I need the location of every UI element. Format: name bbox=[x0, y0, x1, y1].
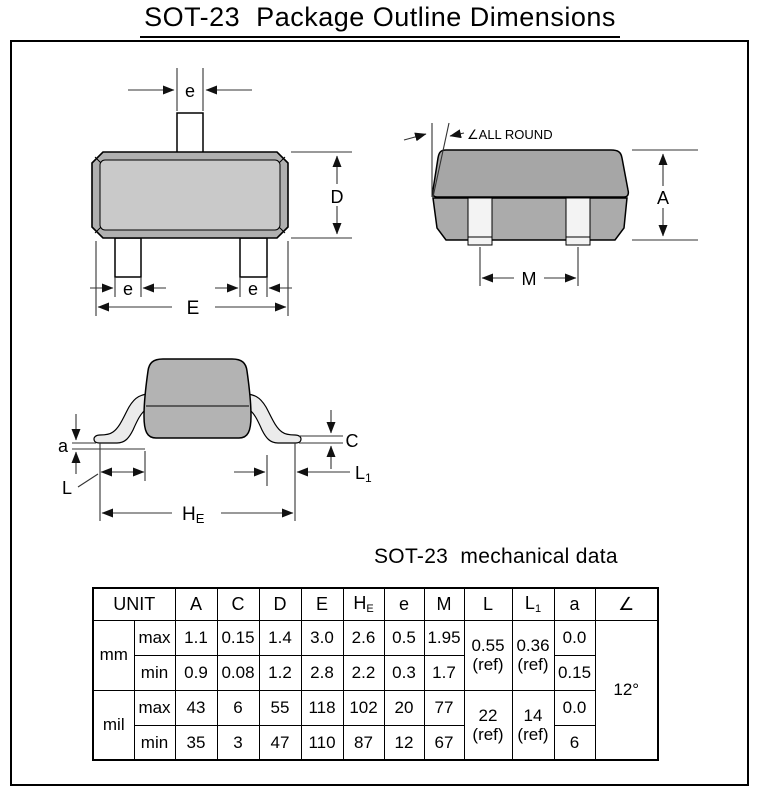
dim-A bbox=[632, 150, 698, 240]
cell: 0.0 bbox=[554, 690, 595, 725]
cell-L1-mm: 0.36 (ref) bbox=[512, 620, 554, 690]
header-a: a bbox=[554, 588, 595, 620]
dim-L1-label: L1 bbox=[355, 463, 372, 485]
header-HE: $H_E$ bbox=[343, 588, 384, 620]
header-unit: UNIT bbox=[93, 588, 175, 620]
dim-e-bottom-left bbox=[90, 277, 166, 299]
cell: 3.0 bbox=[301, 620, 343, 655]
dim-a-label: a bbox=[57, 436, 69, 456]
front-view-drawing bbox=[58, 359, 372, 526]
side-view-pin-right bbox=[566, 198, 590, 245]
leader-line bbox=[78, 474, 98, 487]
side-view-drawing bbox=[404, 123, 698, 289]
dim-M-label: M bbox=[521, 269, 537, 289]
cell: 0.5 bbox=[384, 620, 424, 655]
page-title-text: SOT-23 Package Outline Dimensions bbox=[140, 2, 620, 38]
side-view-pin-left bbox=[468, 198, 492, 245]
cell: 20 bbox=[384, 690, 424, 725]
cell: 2.2 bbox=[343, 655, 384, 690]
cell: 0.0 bbox=[554, 620, 595, 655]
row-mil-min bbox=[93, 725, 658, 760]
cell: 55 bbox=[259, 690, 301, 725]
cell-angle: 12° bbox=[595, 620, 658, 760]
dim-e-bottom-right-label: e bbox=[247, 279, 259, 299]
mechanical-data-table bbox=[92, 587, 659, 761]
cell: 3 bbox=[217, 725, 259, 760]
cell: 87 bbox=[343, 725, 384, 760]
cell-L1-mil: 14 (ref) bbox=[512, 690, 554, 760]
cell: 6 bbox=[554, 725, 595, 760]
header-D: D bbox=[259, 588, 301, 620]
cell: 1.1 bbox=[175, 620, 217, 655]
limit-label: max bbox=[134, 690, 175, 725]
dim-L1 bbox=[234, 443, 372, 521]
limit-label: min bbox=[134, 725, 175, 760]
cell-L-mil: 22 (ref) bbox=[464, 690, 512, 760]
cell: 77 bbox=[424, 690, 464, 725]
cell: 1.2 bbox=[259, 655, 301, 690]
row-mm-min bbox=[93, 655, 658, 690]
top-view-pin-top bbox=[177, 113, 203, 153]
limit-label: min bbox=[134, 655, 175, 690]
cell: 6 bbox=[217, 690, 259, 725]
cell: 1.4 bbox=[259, 620, 301, 655]
header-angle: ∠ bbox=[595, 588, 658, 620]
cell: 43 bbox=[175, 690, 217, 725]
cell: 0.08 bbox=[217, 655, 259, 690]
dim-HE bbox=[102, 504, 293, 526]
row-mil-max bbox=[93, 690, 658, 725]
cell: 0.15 bbox=[554, 655, 595, 690]
dim-C-label: C bbox=[345, 431, 359, 451]
dim-D bbox=[291, 152, 352, 238]
top-view-pin-bottom-left bbox=[115, 238, 141, 277]
cell: 102 bbox=[343, 690, 384, 725]
row-mm-max bbox=[93, 620, 658, 655]
side-view-body-front bbox=[433, 198, 627, 240]
top-view-pin-bottom-right bbox=[240, 238, 267, 277]
header-M: M bbox=[424, 588, 464, 620]
dim-e-bottom-right bbox=[215, 277, 292, 299]
cell: 2.6 bbox=[343, 620, 384, 655]
dim-L-label: L bbox=[61, 478, 73, 498]
dim-E-label: E bbox=[186, 298, 200, 319]
cell-L-mm: 0.55 (ref) bbox=[464, 620, 512, 690]
cell: 0.3 bbox=[384, 655, 424, 690]
dim-e-top-label: e bbox=[184, 81, 196, 101]
cell: 0.15 bbox=[217, 620, 259, 655]
dim-HE-label: HE bbox=[182, 504, 205, 526]
cell: 1.7 bbox=[424, 655, 464, 690]
side-view-body-top bbox=[433, 150, 629, 197]
front-view-body bbox=[144, 359, 251, 438]
cell: 47 bbox=[259, 725, 301, 760]
header-e: e bbox=[384, 588, 424, 620]
cell: 110 bbox=[301, 725, 343, 760]
all-round-label: ∠ALL ROUND bbox=[467, 127, 553, 142]
callout-arrow bbox=[404, 134, 426, 140]
dim-D-label: D bbox=[330, 187, 344, 207]
header-L1: $L_1$ bbox=[512, 588, 554, 620]
dim-e-bottom-left-label: e bbox=[122, 279, 134, 299]
dim-L bbox=[62, 443, 145, 521]
header-A: A bbox=[175, 588, 217, 620]
limit-label: max bbox=[134, 620, 175, 655]
dim-A-label: A bbox=[656, 188, 670, 208]
unit-mil: mil bbox=[93, 690, 134, 760]
header-E: E bbox=[301, 588, 343, 620]
header-C: C bbox=[217, 588, 259, 620]
cell: 2.8 bbox=[301, 655, 343, 690]
cell: 12 bbox=[384, 725, 424, 760]
table-title: SOT-23 mechanical data bbox=[374, 545, 618, 568]
cell: 67 bbox=[424, 725, 464, 760]
cell: 1.95 bbox=[424, 620, 464, 655]
dim-e-top bbox=[128, 68, 252, 111]
header-L: L bbox=[464, 588, 512, 620]
cell: 118 bbox=[301, 690, 343, 725]
top-view-drawing bbox=[90, 68, 352, 319]
dim-C bbox=[299, 410, 359, 469]
cell: 0.9 bbox=[175, 655, 217, 690]
cell: 35 bbox=[175, 725, 217, 760]
top-view-body-inner bbox=[100, 160, 280, 230]
unit-mm: mm bbox=[93, 620, 134, 690]
table-header-row bbox=[93, 588, 658, 620]
callout-arrow bbox=[450, 133, 464, 136]
dim-M bbox=[480, 247, 578, 289]
